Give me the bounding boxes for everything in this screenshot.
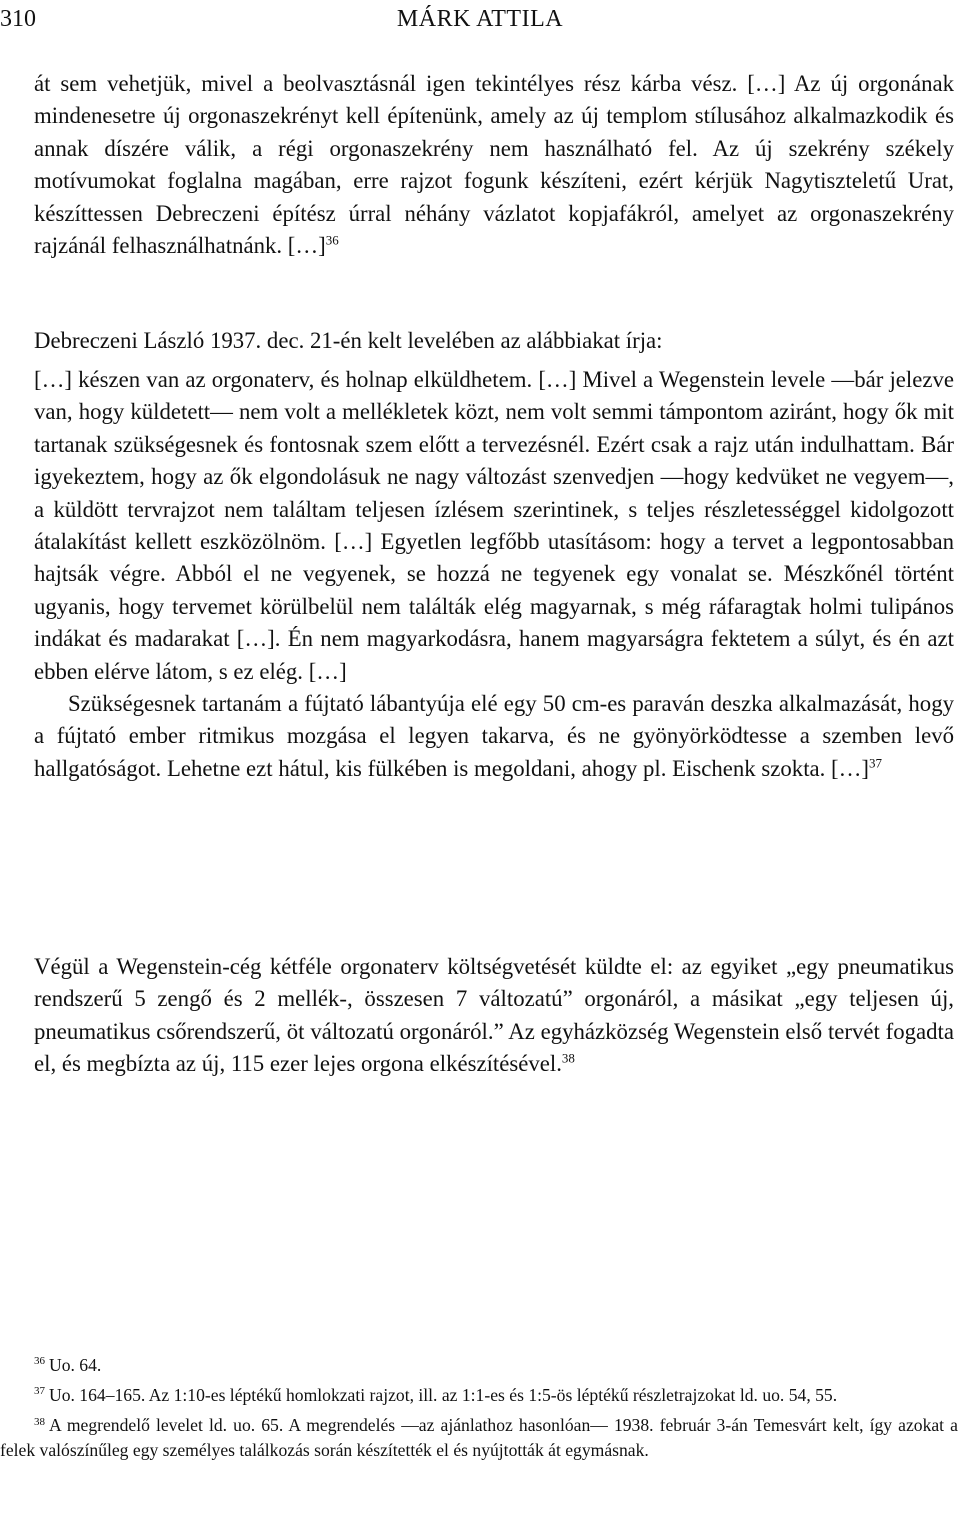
footnote-number: 37 <box>34 1385 45 1398</box>
body-paragraph-text: Végül a Wegenstein-cég kétféle orgonaterv költségvetését küldte el: az egyiket „egy pneumatikus rendszerű 5 zengő és 2 mellék-, összesen 7 változatú” orgonáról, a másikat „egy teljesen új, pneumatikus csőrendszerű, öt változatú orgonáról.” Az egyházközség Wegenstein első tervét fogadta el, és megbízta az új, 115 ezer lejes orgona elkészítésével. <box>34 954 954 1077</box>
block-quote-1 <box>34 68 954 262</box>
intro-paragraph <box>34 325 954 357</box>
intro-text: Debreczeni László 1937. dec. 21-én kelt levelében az alábbiakat írja: <box>34 328 663 353</box>
quote-2-paragraph-1: […] készen van az orgonaterv, és holnap elküldhetem. […] Mivel a Wegenstein levele —bár jelezve van, hogy küldetett— nem volt a mellékletek közt, nem volt semmi támpontom aziránt, hogy ők mit tartanak szükségesnek és fontosnak szem előtt a tervezésnél. Ezért csak a rajz után indulhattam. Bár igyekeztem, hogy az ők elgondolásuk ne nagy változást szenvedjen —hogy kedvüket ne vegyem—, a küldött tervrajzot nem találtam teljesen ízlésem szerintinek, s teljes részletességgel kidolgozott átalakítást kellett eszközölnöm. […] Egyetlen legfőbb utasításom: hogy a tervet a legpontosabban hajtsák végre. Abból el ne vegyenek, se hozzá ne tegyenek egy vonalat se. Mészkőnél történt ugyanis, hogy tervemet körülbelül nem találták elég magyarnak, s még ráfaragtak holmi tulipános indákat és madarakat […]. Én nem magyarkodásra, hanem magyarságra fektetem a súlyt, és én azt ebben elérve látom, s ez elég. […] <box>34 367 954 684</box>
footnote-37 <box>0 1383 958 1407</box>
footnote-ref-37[interactable]: 37 <box>869 755 883 771</box>
footnote-text: Uo. 64. <box>49 1355 102 1375</box>
footnote-text: A megrendelő levelet ld. uo. 65. A megrendelés —az ajánlathoz hasonlóan— 1938. február 3-án Temesvárt kelt, így azokat a felek valószínűleg egy személyes találkozás során készítették el és nyújtották át egymásnak. <box>0 1415 958 1460</box>
footnote-number: 38 <box>34 1415 45 1428</box>
footnote-38 <box>0 1413 958 1461</box>
footnotes <box>0 1353 958 1468</box>
body-paragraph <box>34 951 954 1081</box>
page-number: 310 <box>0 6 36 32</box>
quote-2-paragraph-2: Szükségesnek tartanám a fújtató lábantyúja elé egy 50 cm-es paraván deszka alkalmazását, hogy a fújtató ember ritmikus mozgása el legyen takarva, és ne gyönyörködtesse a szemben levő hallgatóságot. Lehetne ezt hátul, kis fülkében is megoldani, ahogy pl. Eischenk szokta. […] <box>34 691 954 781</box>
running-head: MÁRK ATTILA <box>396 6 564 32</box>
footnote-text: Uo. 164–165. Az 1:10-es léptékű homlokzati rajzot, ill. az 1:1-es és 1:5-ös léptékű részletrajzokat ld. uo. 54, 55. <box>49 1385 838 1406</box>
footnote-number: 36 <box>34 1355 45 1368</box>
footnote-ref-38[interactable]: 38 <box>561 1050 575 1066</box>
footnote-36 <box>0 1353 958 1377</box>
quote-1-text: át sem vehetjük, mivel a beolvasztásnál igen tekintélyes rész kárba vész. […] Az új orgonának mindenesetre új orgonaszekrényt kell építenünk, amely az új templom stílusához alkalmazkodik és annak díszére válik, a régi orgonaszekrény nem használható fel. Az új szekrény székely motívumokat foglalna magában, erre rajzot fogunk készíteni, ezért kérjük Nagytiszteletű Urat, készíttessen Debreczeni építész úrral néhány vázlatot kopjafákról, amelyet az orgonaszekrény rajzánál felhasználhatnánk. […] <box>34 71 954 259</box>
block-quote-2 <box>34 364 954 785</box>
footnote-ref-36[interactable]: 36 <box>325 232 339 248</box>
page-header <box>0 6 960 38</box>
